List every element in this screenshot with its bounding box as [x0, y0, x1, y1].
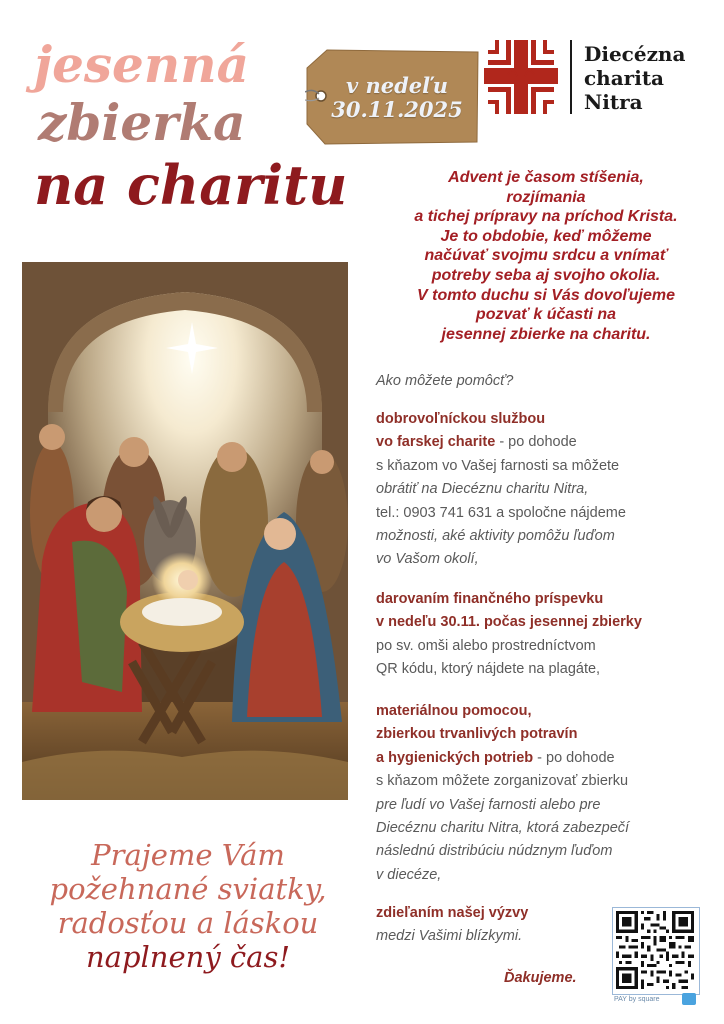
organization-name — [584, 42, 685, 114]
intro-line: rozjímania — [506, 188, 586, 206]
title-line-1: jesenná — [34, 35, 249, 94]
section-line: pre ľudí vo Vašej farnosti alebo pre — [376, 796, 601, 813]
intro-line: Je to obdobie, keď môžeme — [440, 227, 652, 245]
wishes-line-2: požehnané sviatky, — [49, 872, 327, 906]
section-line: vo Vašom okolí, — [376, 551, 479, 568]
section-heading: v nedeľu 30.11. počas jesennej zbierky — [376, 614, 642, 631]
section-heading: zdieľaním našej výzvy — [376, 905, 529, 921]
section-line: možnosti, aké aktivity pomôžu ľuďom — [376, 528, 615, 545]
date-tag-line-1: v nedeľu — [345, 73, 449, 98]
section-text: - po dohode — [495, 434, 577, 451]
section-heading: zbierkou trvanlivých potravín — [376, 726, 578, 743]
section-line — [376, 431, 626, 454]
pay-by-square-label: PAY by square — [614, 996, 660, 1003]
title-line-2: zbierka — [38, 93, 246, 152]
org-name-line-1: Diecézna — [584, 42, 686, 66]
logo-divider — [570, 40, 572, 114]
nativity-illustration — [22, 262, 348, 800]
intro-line: a tichej prípravy na príchod Krista. — [414, 208, 678, 226]
section-line: obrátiť na Diecéznu charitu Nitra, — [376, 481, 589, 498]
section-volunteer — [376, 408, 626, 572]
wishes-line-1: Prajeme Vám — [91, 838, 285, 872]
intro-line: pozvať k účasti na — [475, 306, 617, 324]
wishes-line-4: naplnený čas! — [86, 940, 290, 974]
section-line: v diecéze, — [376, 866, 442, 883]
intro-line: Advent je časom stíšenia, — [448, 169, 644, 186]
section-line — [376, 747, 629, 770]
section-line: s kňazom môžete zorganizovať zbierku — [376, 773, 629, 790]
org-name-line-2: charita — [584, 66, 665, 90]
section-heading: vo farskej charite — [376, 434, 496, 451]
intro-line: jesennej zbierke na charitu. — [441, 325, 651, 343]
intro-line: V tomto duchu si Vás dovoľujeme — [417, 286, 675, 304]
section-line: medzi Vašimi blízkymi. — [376, 928, 523, 945]
pay-by-square-icon — [682, 993, 696, 1005]
wishes-line-3: radosťou a láskou — [57, 906, 319, 940]
wishes-text — [18, 838, 358, 974]
caritas-cross-icon — [484, 40, 558, 114]
section-line: po sv. omši alebo prostredníctvom — [376, 637, 596, 654]
section-line: QR kódu, ktorý nájdete na plagáte, — [376, 661, 601, 678]
intro-text — [382, 168, 710, 344]
intro-line: načúvať svojmu srdcu a vnímať — [424, 247, 668, 265]
section-line: tel.: 0903 741 631 a spoločne nájdeme — [376, 504, 626, 521]
qr-code-icon[interactable] — [616, 911, 694, 989]
section-share — [376, 902, 528, 949]
section-line: Diecéznu charitu Nitra, ktorá zabezpečí — [376, 820, 630, 837]
section-line: následnú distribúciu núdznym ľuďom — [376, 843, 613, 860]
section-heading: dobrovoľníckou službou — [376, 411, 546, 427]
section-line: s kňazom vo Vašej farnosti sa môžete — [376, 457, 620, 474]
section-material — [376, 700, 629, 887]
title-line-3: na charitu — [34, 153, 348, 217]
how-to-help-heading — [376, 370, 513, 393]
date-tag-line-2: 30.11.2025 — [331, 97, 463, 122]
section-text: - po dohode — [533, 749, 615, 766]
section-heading: materiálnou pomocou, — [376, 703, 532, 719]
section-heading: darovaním finančného príspevku — [376, 591, 604, 607]
intro-line: potreby seba aj svojho okolia. — [431, 266, 661, 284]
org-name-line-3: Nitra — [584, 90, 643, 114]
thanks-text: Ďakujeme. — [504, 970, 577, 986]
section-heading: a hygienických potrieb — [376, 749, 534, 766]
date-tag-text — [318, 74, 476, 122]
how-to-help-text: Ako môžete pomôcť? — [376, 373, 514, 389]
section-donation — [376, 588, 642, 682]
